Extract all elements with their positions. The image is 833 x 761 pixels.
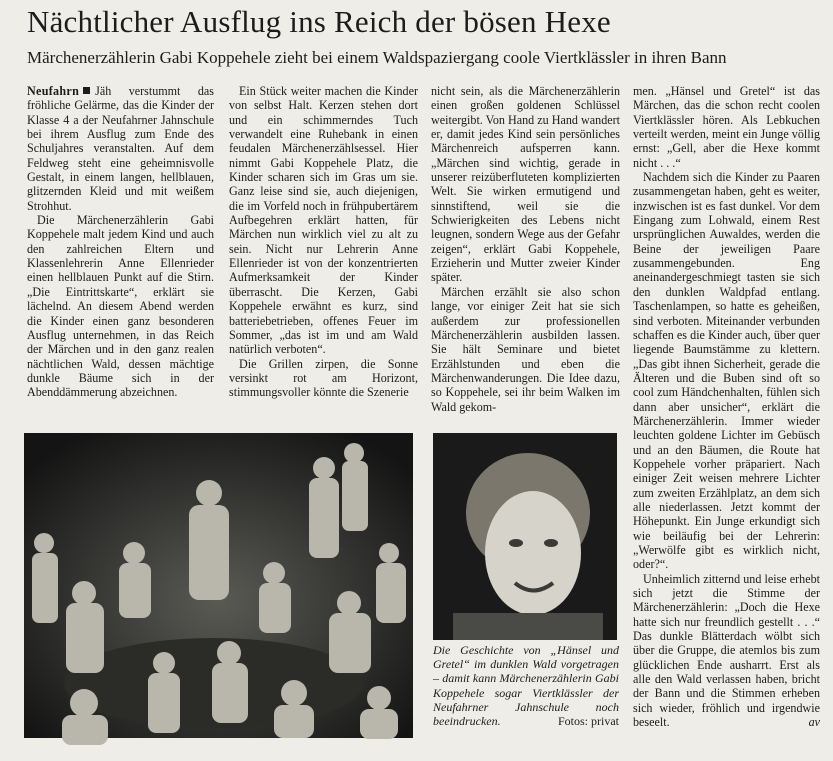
paragraph: men. „Hänsel und Gretel“ ist das Märchen, das die schon recht coolen Viertklässler hören. Als Lebkuchen verteilt werden, meint ein Junge völlig ernst: „Gell, aber die Hexe kommt nicht . . .“ bbox=[633, 84, 820, 170]
photo-children-forest-image bbox=[24, 433, 413, 738]
photo-credit: Fotos: privat bbox=[557, 714, 619, 729]
headline: Nächtlicher Ausflug ins Reich der bösen Hexe bbox=[27, 4, 611, 39]
paragraph: Nachdem sich die Kinder zu Paaren zusammengetan haben, geht es weiter, inzwischen ist es fast dunkel. Vor dem Eingang zum Lohwald, einem Rest ursprünglichen Auwaldes, werden die Beine der jeweiligen Paare zusammengebunden. Eng aneinandergeschmiegt tasten sie sich den dunklen Waldpfad entlang. Taschenlampen, so hatte es geheißen, sind verboten. Miteinander verbunden schaffen es die Kinder auch, über quer liegende Baumstämme zu klettern. „Das gibt ihnen Sicherheit, gerade die Älteren und die Buben sind oft so cool zum Händchenhalten, fühlen sich dann aber unsicher“, erklärt die Märchenerzählerin. Immer wieder leuchten goldene Lichter im Gebüsch und an den Bäumen, die Route hat Koppehele vorher präpariert. Nach einiger Zeit weisen mehrere Lichter zum zweiten Erzählplatz, an dem sich alle niederlassen. Jetzt kommt der Höhepunkt. Ein Junge erkundigt sich wie beiläufig bei der Lehrerin: „Werwölfe gibt es wirklich nicht, oder?“. bbox=[633, 170, 820, 572]
photo-caption bbox=[433, 643, 619, 743]
photo-portrait-storyteller bbox=[433, 433, 617, 640]
paragraph bbox=[633, 572, 820, 730]
paragraph: Märchen erzählt sie also schon lange, vor einiger Zeit hat sie sich außerdem zur professionellen Märchenerzählerin ausbilden lassen. Sie hält Seminare und bietet Erzählstunden und eben die Märchenwanderungen. Die Idee dazu, so Koppehele, sei ihr beim Walken im Wald gekom- bbox=[431, 284, 620, 414]
paragraph bbox=[27, 84, 214, 213]
paragraph: Die Märchenerzählerin Gabi Koppehele malt jedem Kind und auch den zahlreichen Eltern und Klassenlehrerin Anne Ellenrieder einen hellblauen Punkt auf die Stirn. „Die Eintrittskarte“, erklärt sie lächelnd. An diesem Abend werden die Kinder einen ganz besonderen Ausflug unternehmen, in das Reich der Märchen und in den ganz realen nächtlichen Wald, dessen mächtige dunkle Bäume sich in der Abenddämmerung abzeichnen. bbox=[27, 213, 214, 400]
subheadline: Märchenerzählerin Gabi Koppehele zieht bei einem Waldspaziergang coole Viertklässler in ihren Bann bbox=[27, 48, 727, 67]
paragraph-text: Jäh verstummt das fröhliche Gelärme, das die Kinder der Klasse 4 a der Neufahrner Jahnschule bei ihrem Ausflug zum Ende des Schuljahres veranstalten. Auf dem Feldweg steht eine geheimnisvolle Gestalt, in einem langen, hellblauen, glitzernden Kleid und mit weißem Strohhut. bbox=[27, 84, 214, 213]
column-3 bbox=[431, 84, 620, 414]
paragraph: nicht sein, als die Märchenerzählerin einen großen goldenen Schlüssel weitergibt. Von Hand zu Hand wandert er, damit jedes Kind sein persönliches Märchenreich aufsperren kann. „Märchen sind wichtig, gerade in unserer reizüberfluteten komplizierten Welt. Sie wirken ermutigend und sinnstiftend, weil sie die Schwierigkeiten des Lebens nicht leugnen, sondern Wege aus der Gefahr zeigen“, erklärt Gabi Koppehele, Erzieherin und Mutter zweier Kinder später. bbox=[431, 84, 620, 285]
dateline: Neufahrn bbox=[27, 84, 80, 98]
column-4 bbox=[633, 84, 820, 752]
photo-children-forest bbox=[24, 433, 413, 738]
caption-text: Die Geschichte von „Hänsel und Gretel“ im dunklen Wald vorgetragen – damit kann Märchenerzählerin Gabi Koppehele sogar Viertklässler der Neufahrner Jahnschule noch beeindrucken. bbox=[433, 643, 619, 729]
author-signature: av bbox=[808, 715, 820, 730]
column-1 bbox=[27, 84, 214, 406]
square-bullet-icon bbox=[83, 87, 90, 94]
column-2 bbox=[229, 84, 418, 406]
paragraph: Die Grillen zirpen, die Sonne versinkt rot am Horizont, stimmungsvoller könnte die Szenerie bbox=[229, 356, 418, 400]
paragraph: Ein Stück weiter machen die Kinder von selbst Halt. Kerzen stehen dort und ein schimmerndes Tuch verwandelt eine Ruhebank in einen feudalen Märchenerzählsessel. Hier nimmt Gabi Koppehele Platz, die Kinder scharen sich im Gras um sie. Ganz leise sind sie, auch diejenigen, die im Vorfeld noch in frühpubertärem Aufbegehren erklärt hatten, für Märchen nun wirklich viel zu alt zu sein. Nicht nur Lehrerin Anne Ellenrieder ist von der konzentrierten Aufmerksamkeit der Kinder überrascht. Die Kerzen, Gabi Koppehele erwähnt es kurz, sind batteriebetrieben, offenes Feuer im Sommer, „das ist im und am Wald natürlich verboten“. bbox=[229, 84, 418, 357]
photo-portrait-image bbox=[433, 433, 617, 640]
paragraph-text: Unheimlich zitternd und leise erhebt sich jetzt die Stimme der Märchenerzählerin: „Doch die Hexe hatte sich nur freundlich gestellt . . .“ Das dunkle Blätterdach wölbt sich über die Gruppe, die atemlos bis zum glücklichen Ende ausharrt. Erst als alle den Wald verlassen haben, bricht der Bann und die Stimmen erheben sich wieder, fröhlich und irgendwie beseelt. bbox=[633, 571, 820, 730]
